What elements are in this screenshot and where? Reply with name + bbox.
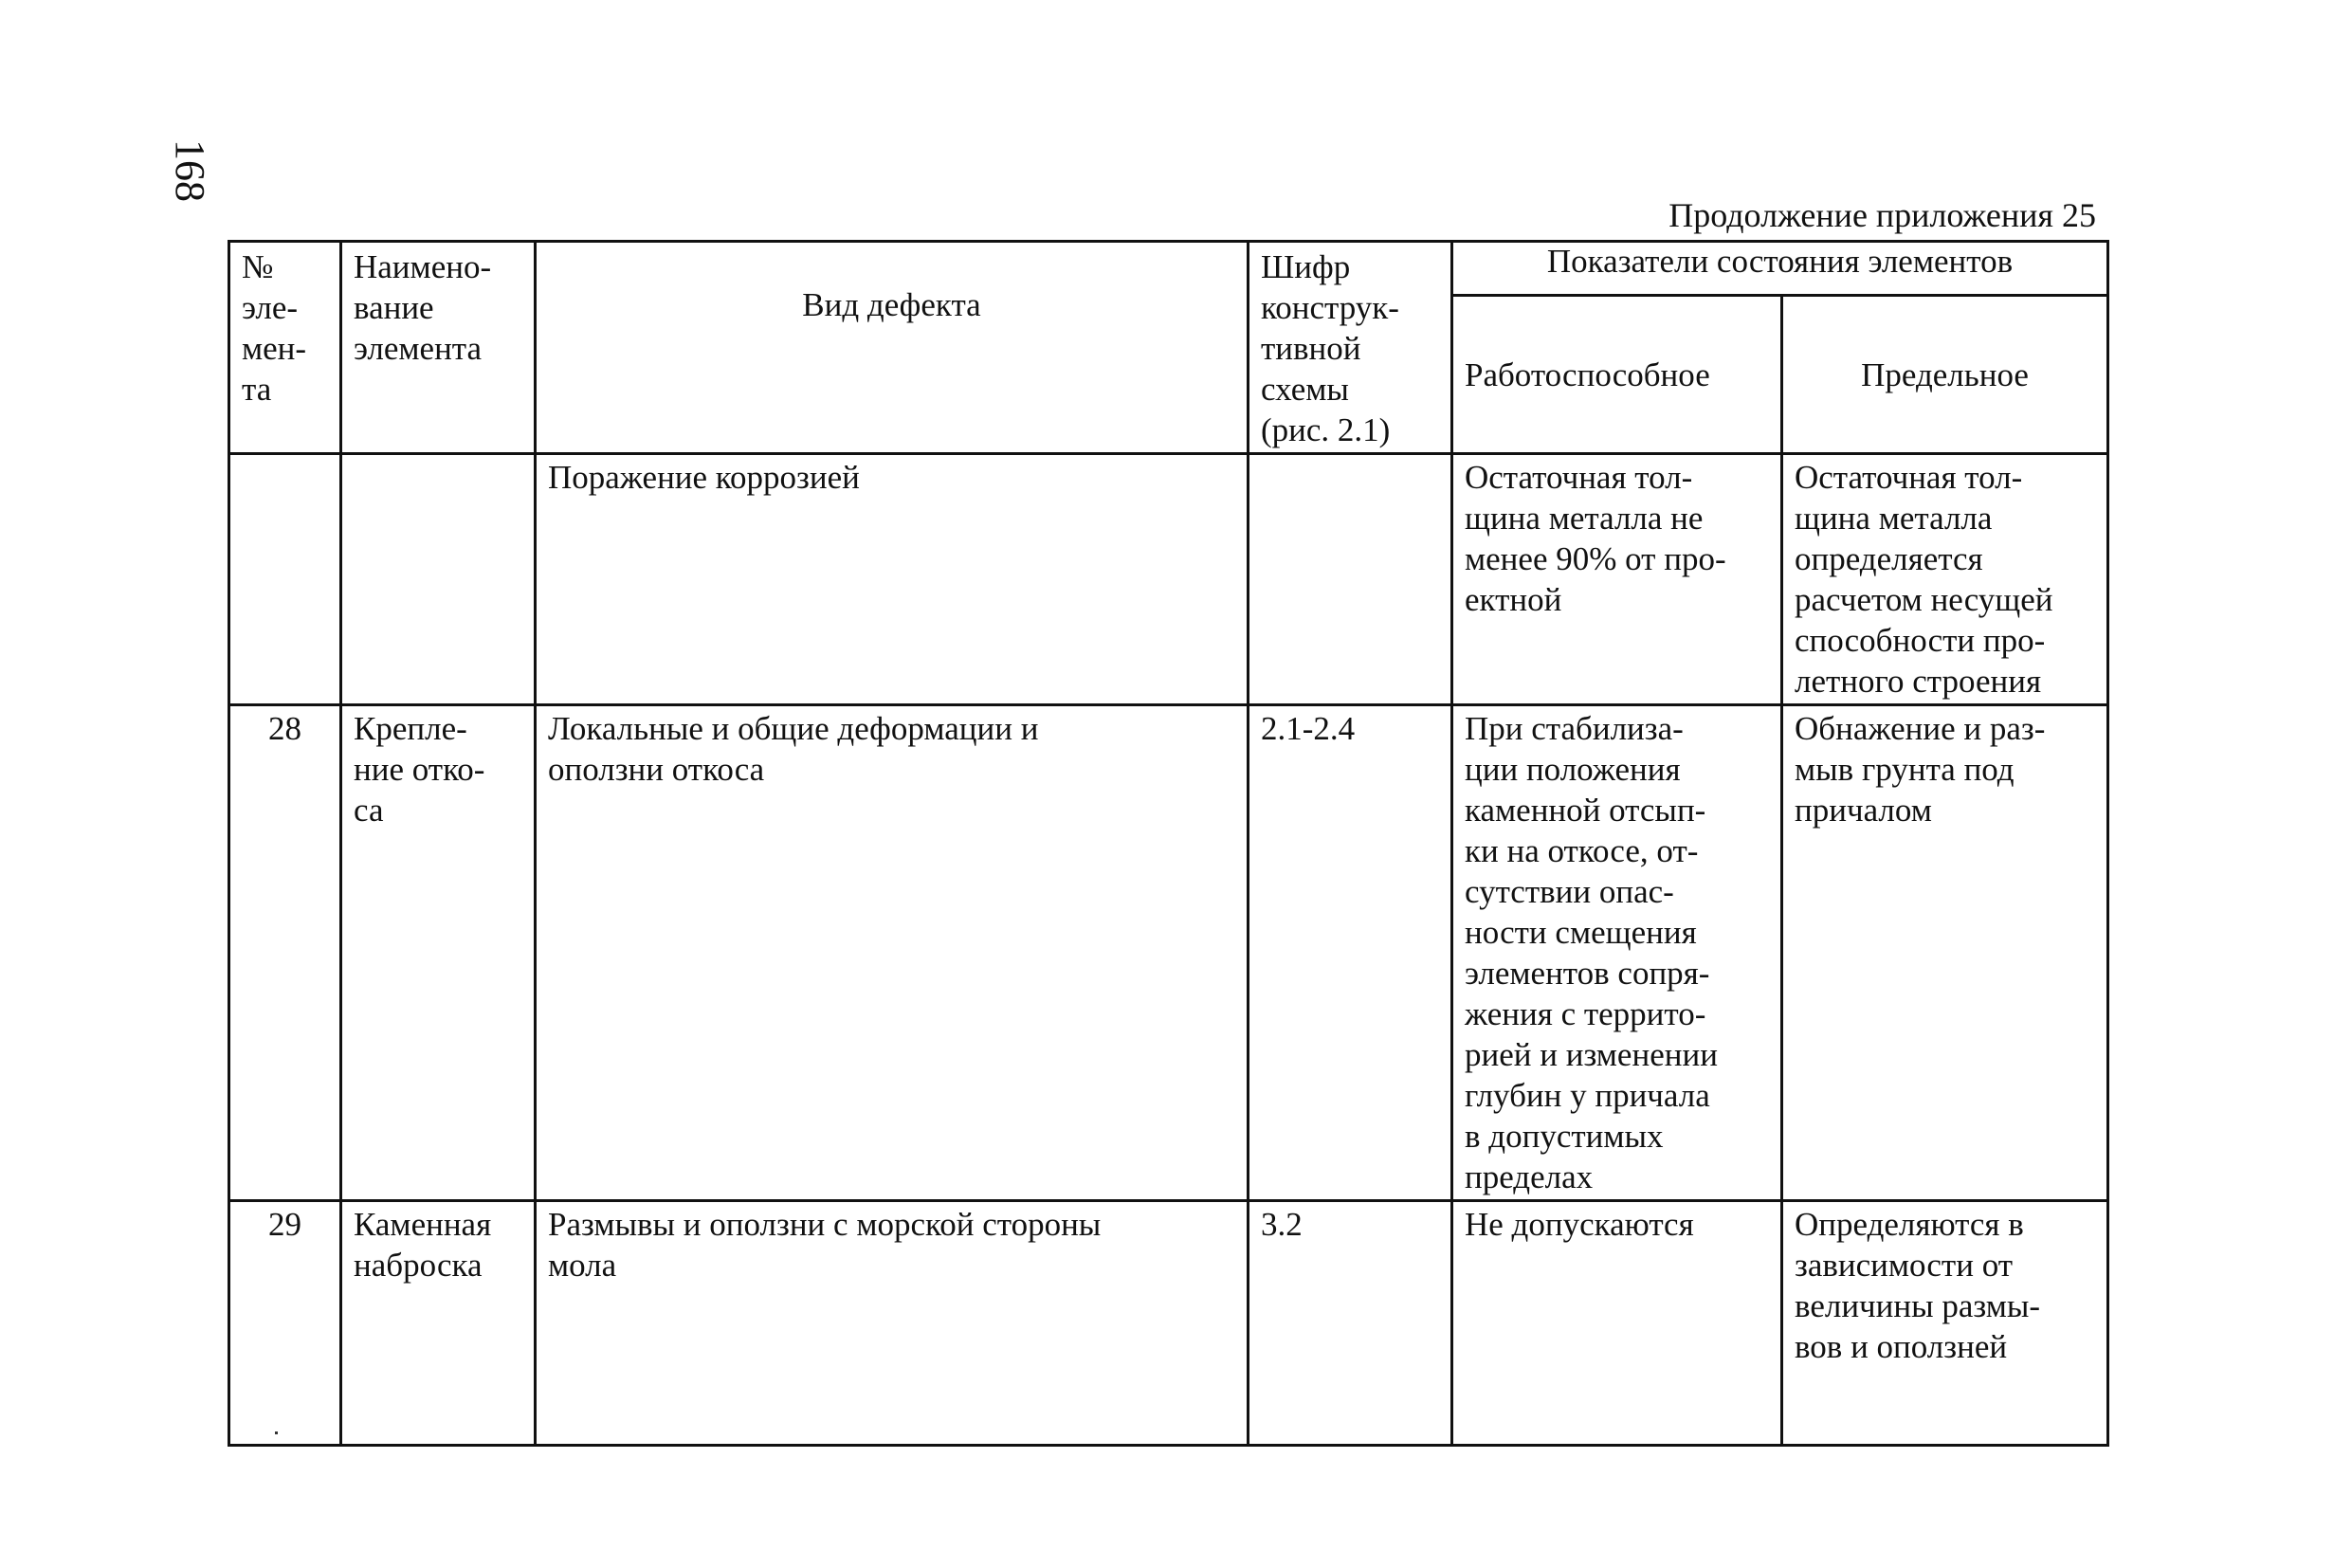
row-number	[229, 454, 341, 705]
row-workable: Остаточная тол- щина металла не менее 90% от про- ектной	[1452, 454, 1782, 705]
table-row	[229, 705, 2108, 1201]
row-defect: Локальные и общие деформации и оползни откоса	[536, 705, 1249, 1201]
header-defect-type: Вид дефекта	[536, 242, 1249, 454]
row-workable: При стабилиза- ции положения каменной отсып- ки на откосе, от- сутствии опас- ности смещения элементов сопря- жения с террито- рией и изменении глубин у причала в допустимых пределах	[1452, 705, 1782, 1201]
row-defect: Размывы и оползни с морской стороны мола	[536, 1201, 1249, 1446]
header-element-name: Наимено- вание элемента	[341, 242, 536, 454]
row-number: 29	[229, 1201, 341, 1446]
header-row-1	[229, 242, 2108, 296]
row-number: 28	[229, 705, 341, 1201]
header-number: № эле- мен- та	[229, 242, 341, 454]
row-element-name: Крепле- ние отко- са	[341, 705, 536, 1201]
header-scheme-code: Шифр конструк- тивной схемы (рис. 2.1)	[1249, 242, 1452, 454]
scan-speck	[275, 1431, 278, 1434]
header-limit: Предельное	[1782, 296, 2108, 454]
header-indicators: Показатели состояния элементов	[1452, 242, 2108, 296]
header-workable: Работоспособное	[1452, 296, 1782, 454]
row-scheme-code	[1249, 454, 1452, 705]
table-row	[229, 454, 2108, 705]
row-limit: Обнажение и раз- мыв грунта под причалом	[1782, 705, 2108, 1201]
row-scheme-code: 3.2	[1249, 1201, 1452, 1446]
row-defect: Поражение коррозией	[536, 454, 1249, 705]
defects-table	[228, 240, 2109, 1447]
page-number: 168	[167, 139, 213, 202]
continuation-caption: Продолжение приложения 25	[1668, 196, 2096, 234]
row-limit: Остаточная тол- щина металла определяется расчетом несущей способности про- летного строения	[1782, 454, 2108, 705]
table-row	[229, 1201, 2108, 1446]
row-limit: Определяются в зависимости от величины размы- вов и оползней	[1782, 1201, 2108, 1446]
row-workable: Не допускаются	[1452, 1201, 1782, 1446]
row-element-name: Каменная наброска	[341, 1201, 536, 1446]
row-element-name	[341, 454, 536, 705]
defects-table-wrapper	[228, 240, 2106, 1447]
row-scheme-code: 2.1-2.4	[1249, 705, 1452, 1201]
